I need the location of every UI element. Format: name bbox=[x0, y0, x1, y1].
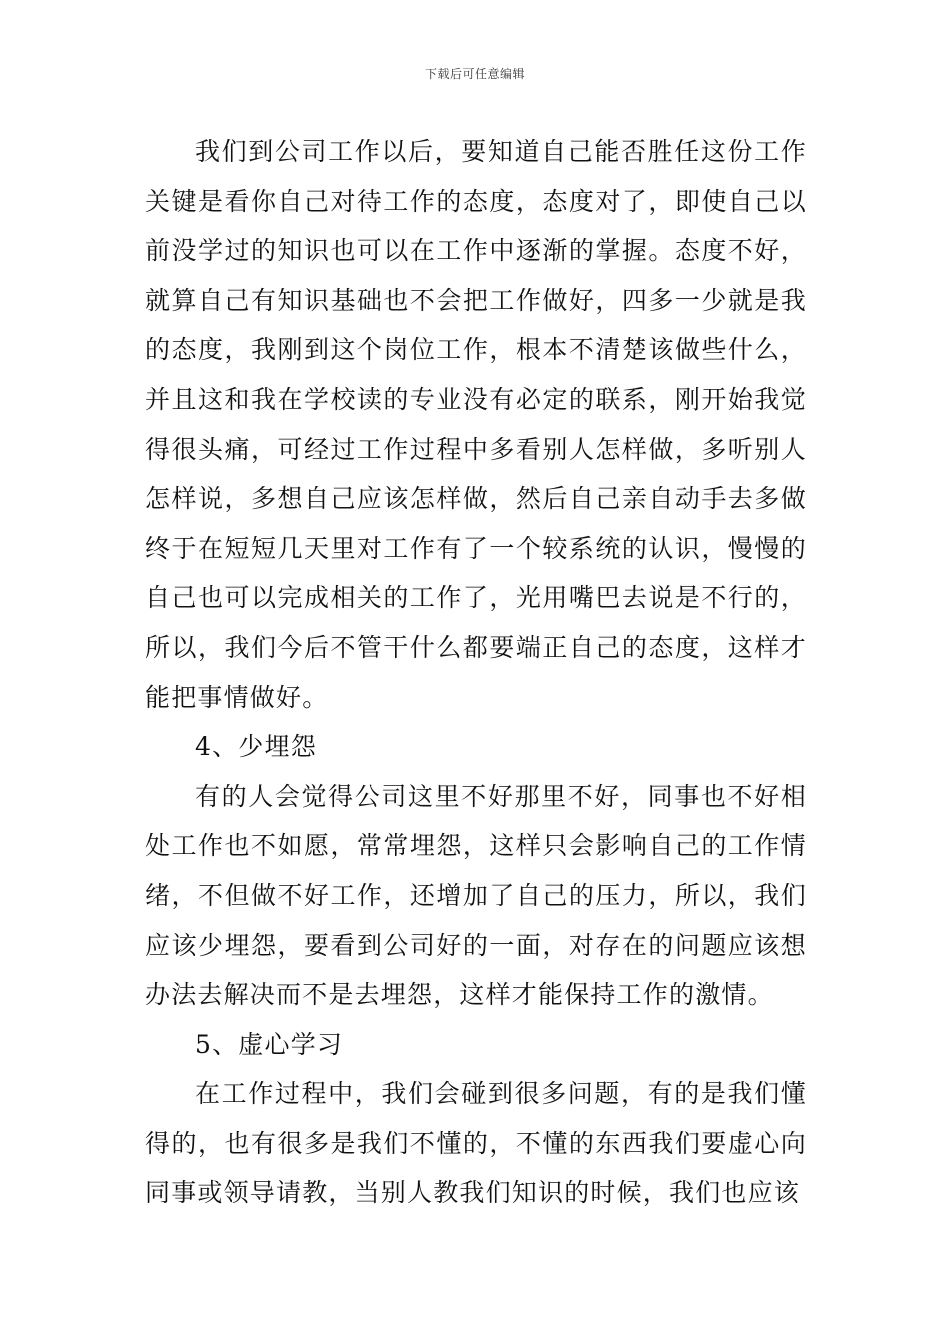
paragraph-attitude: 我们到公司工作以后，要知道自己能否胜任这份工作关键是看你自己对待工作的态度，态度对了，即使自己以前没学过的知识也可以在工作中逐渐的掌握。态度不好，就算自己有知识基础也不会把工作做好，四多一少就是我的态度，我刚到这个岗位工作，根本不清楚该做些什么，并且这和我在学校读的专业没有必定的联系，刚开始我觉得很头痛，可经过工作过程中多看别人怎样做，多听别人怎样说，多想自己应该怎样做，然后自己亲自动手去多做终于在短短几天里对工作有了一个较系统的认识，慢慢的自己也可以完成相关的工作了，光用嘴巴去说是不行的，所以，我们今后不管干什么都要端正自己的态度，这样才能把事情做好。 bbox=[145, 137, 807, 712]
header-note: 下载后可任意编辑 bbox=[424, 67, 525, 81]
document-body bbox=[145, 127, 807, 1218]
section-heading-4: 4、少埋怨 bbox=[195, 732, 317, 762]
paragraph-learn-humbly: 在工作过程中，我们会碰到很多问题，有的是我们懂得的，也有很多是我们不懂的，不懂的东西我们要虚心向同事或领导请教，当别人教我们知识的时候，我们也应该 bbox=[145, 1079, 807, 1208]
section-heading-5: 5、虚心学习 bbox=[195, 1029, 344, 1059]
paragraph-complain-less: 有的人会觉得公司这里不好那里不好，同事也不好相处工作也不如愿，常常埋怨，这样只会影响自己的工作情绪，不但做不好工作，还增加了自己的压力，所以，我们应该少埋怨，要看到公司好的一面，对存在的问题应该想办法去解决而不是去埋怨，这样才能保持工作的激情。 bbox=[145, 781, 807, 1010]
